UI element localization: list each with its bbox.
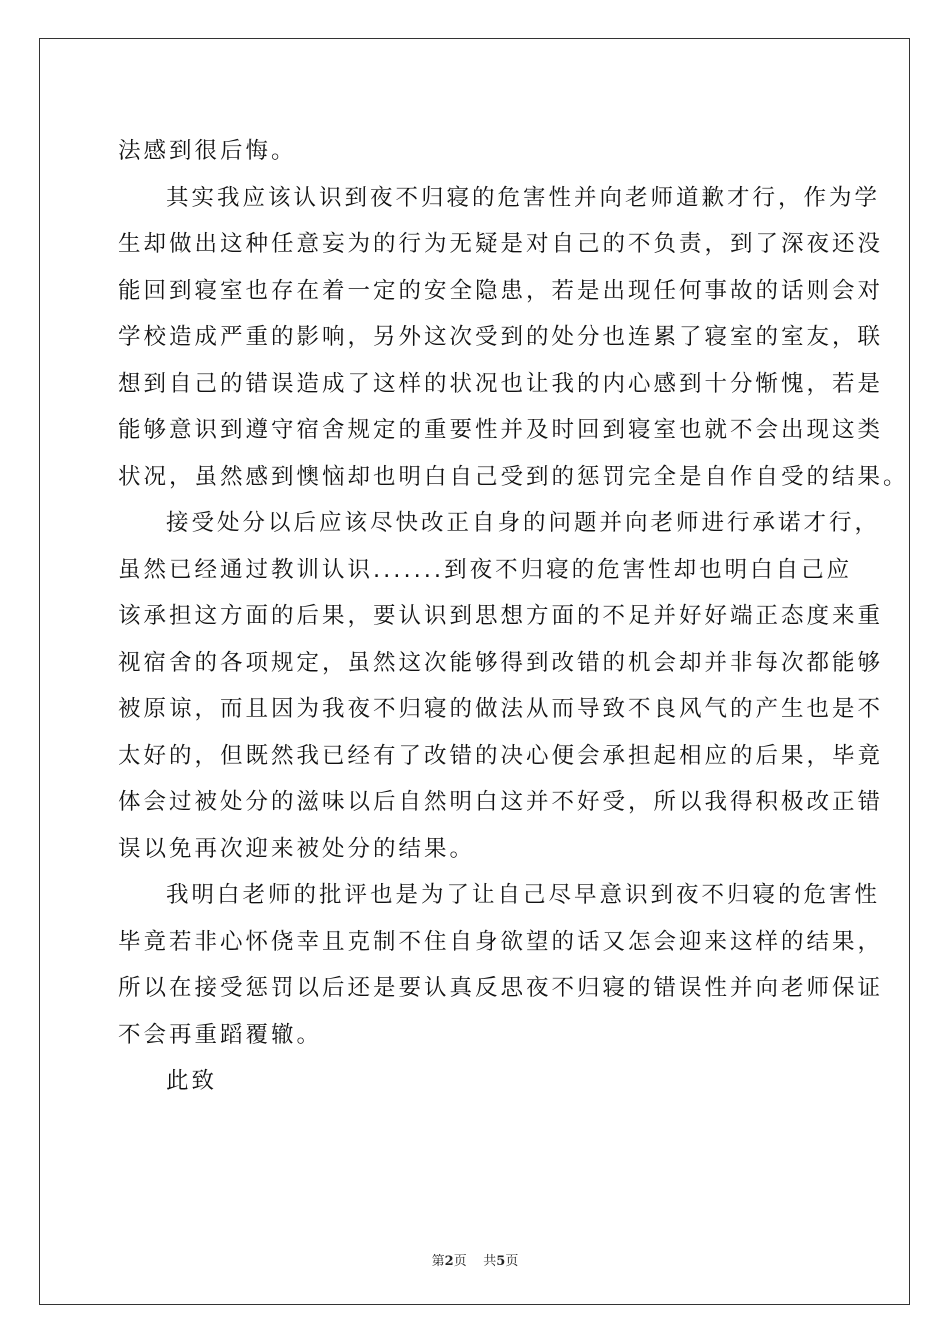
text-line: 虽然已经通过教训认识.......到夜不归寝的危害性却也明白自己应 xyxy=(118,556,853,583)
text-line: 学校造成严重的影响，另外这次受到的处分也连累了寝室的室友，联 xyxy=(118,324,884,350)
text-line: 视宿舍的各项规定，虽然这次能够得到改错的机会却并非每次都能够 xyxy=(118,649,884,676)
text-line: 体会过被处分的滋味以后自然明白这并不好受，所以我得积极改正错 xyxy=(118,789,884,815)
text-line: 不会再重蹈覆辙。 xyxy=(118,1021,323,1048)
text-line: 其实我应该认识到夜不归寝的危害性并向老师道歉才行，作为学 xyxy=(166,184,881,211)
text-line: 生却做出这种任意妄为的行为无疑是对自己的不负责，到了深夜还没 xyxy=(118,231,884,257)
text-line: 想到自己的错误造成了这样的状况也让我的内心感到十分惭愧，若是 xyxy=(118,370,884,397)
text-line: 太好的，但既然我已经有了改错的决心便会承担起相应的后果，毕竟 xyxy=(118,742,884,769)
text-line: 此致 xyxy=(166,1068,218,1094)
total-suffix: 页 xyxy=(505,1254,519,1269)
page-prefix: 第 xyxy=(431,1254,445,1269)
text-line: 毕竟若非心怀侥幸且克制不住自身欲望的话又怎会迎来这样的结果， xyxy=(118,928,884,955)
text-line: 接受处分以后应该尽快改正自身的问题并向老师进行承诺才行， xyxy=(166,510,881,536)
text-line: 被原谅，而且因为我夜不归寝的做法从而导致不良风气的产生也是不 xyxy=(118,696,884,722)
document-body xyxy=(118,128,909,1105)
page-footer xyxy=(0,1250,950,1269)
page-indicator xyxy=(432,1250,467,1269)
text-line: 我明白老师的批评也是为了让自己尽早意识到夜不归寝的危害性 xyxy=(166,882,881,908)
text-line: 法感到很后悔。 xyxy=(118,138,297,164)
total-pages: 5 xyxy=(496,1254,506,1269)
text-line: 误以免再次迎来被处分的结果。 xyxy=(118,835,476,862)
text-line: 能够意识到遵守宿舍规定的重要性并及时回到寝室也就不会出现这类 xyxy=(118,417,884,443)
text-line: 该承担这方面的后果，要认识到思想方面的不足并好好端正态度来重 xyxy=(118,603,884,629)
page-number: 2 xyxy=(444,1254,454,1269)
text-line: 能回到寝室也存在着一定的安全隐患，若是出现任何事故的话则会对 xyxy=(118,277,884,304)
text-line: 所以在接受惩罚以后还是要认真反思夜不归寝的错误性并向老师保证 xyxy=(118,975,884,1001)
total-prefix: 共 xyxy=(483,1254,497,1269)
total-indicator xyxy=(483,1250,518,1269)
page-suffix: 页 xyxy=(453,1254,467,1269)
text-line: 状况，虽然感到懊恼却也明白自己受到的惩罚完全是自作自受的结果。 xyxy=(118,463,909,490)
